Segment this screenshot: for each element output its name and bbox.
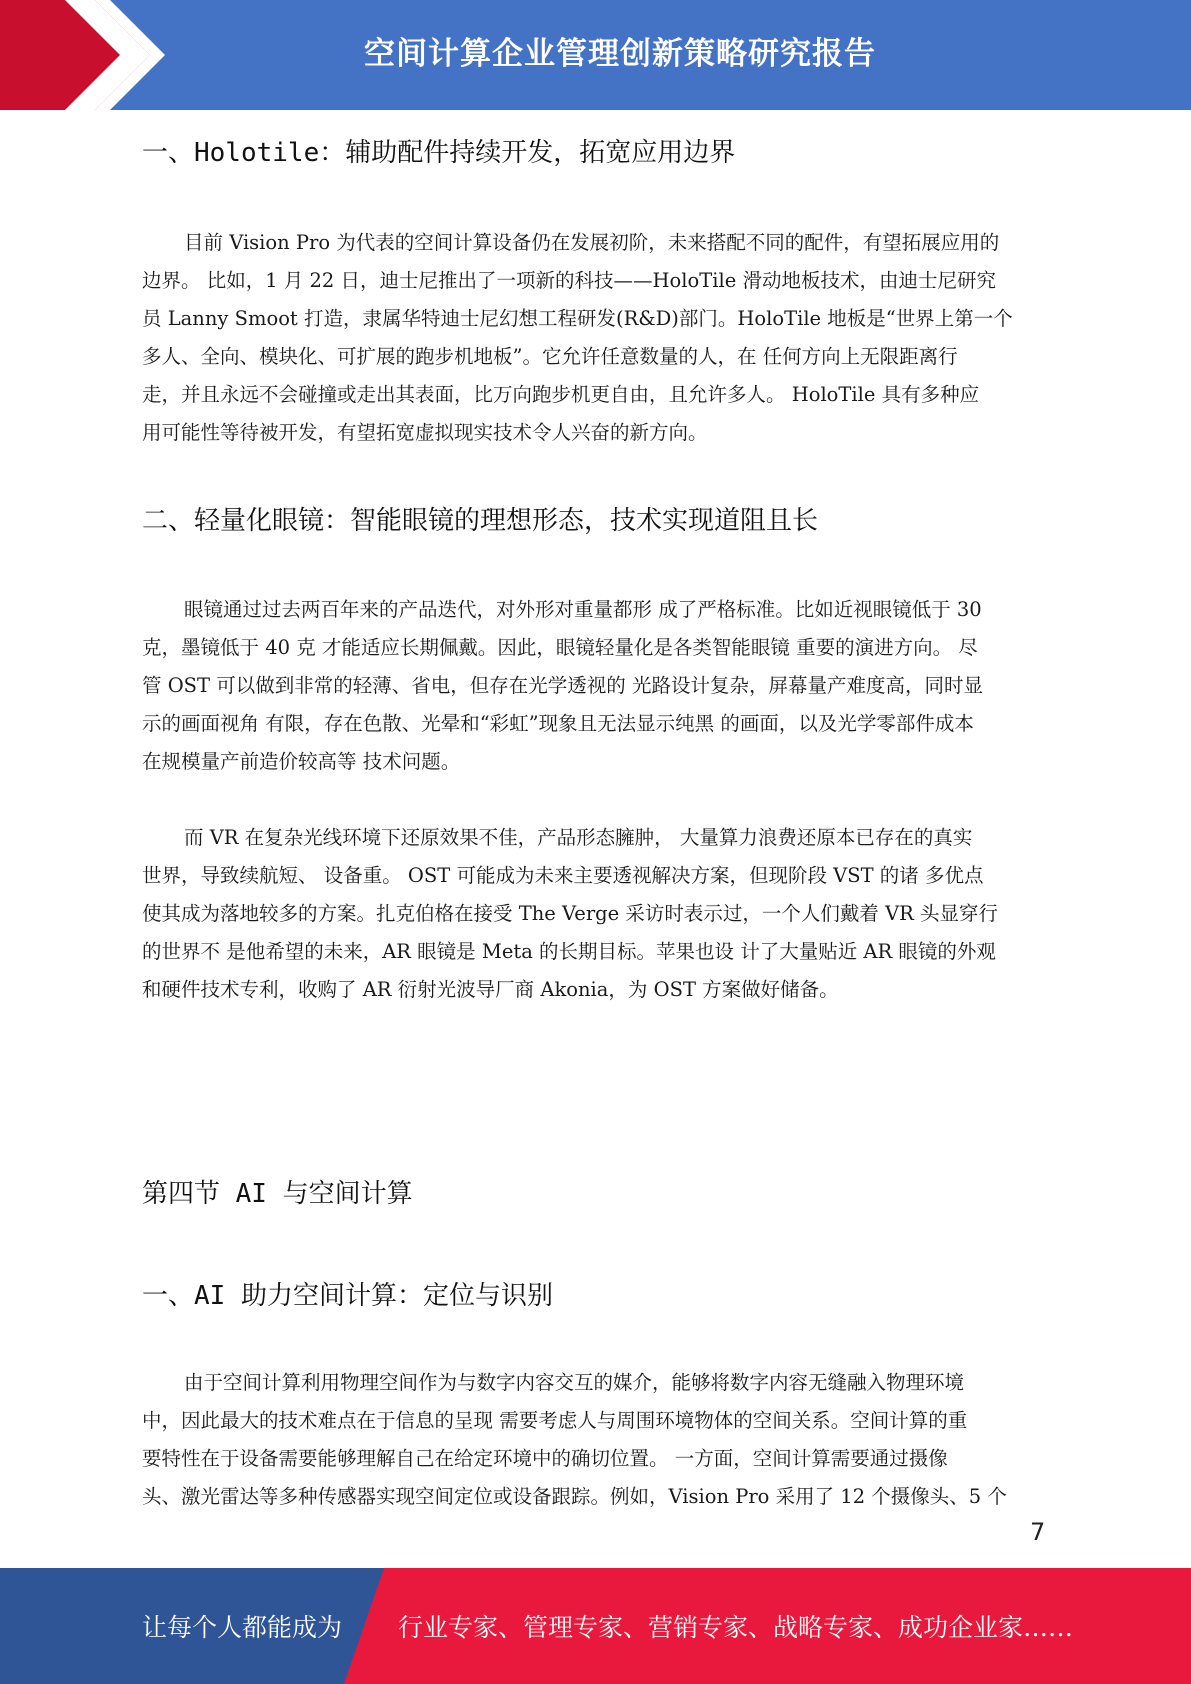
paragraph-line: 员 Lanny Smoot 打造，隶属华特迪士尼幻想工程研发(R&D)部门。HoloTile 地板是“世界上第一个	[142, 307, 1013, 330]
footer-banner	[0, 1568, 1191, 1684]
paragraph-line: 边界。 比如，1 月 22 日，迪士尼推出了一项新的科技——HoloTile 滑动地板技术，由迪士尼研究	[142, 269, 996, 292]
paragraph-line: 示的画面视角 有限，存在色散、光晕和“彩虹”现象且无法显示纯黑 的画面，以及光学零部件成本	[142, 712, 974, 735]
paragraph-line: 由于空间计算利用物理空间作为与数字内容交互的媒介，能够将数字内容无缝融入物理环境	[184, 1371, 965, 1394]
paragraph-line: 目前 Vision Pro 为代表的空间计算设备仍在发展初阶，未来搭配不同的配件，有望拓展应用的	[184, 231, 1000, 254]
section-heading-holotile: 一、Holotile：辅助配件持续开发，拓宽应用边界	[142, 138, 736, 168]
paragraph-line: 中，因此最大的技术难点在于信息的呈现 需要考虑人与周围环境物体的空间关系。空间计算的重	[142, 1409, 968, 1432]
paragraph-line: 在规模量产前造价较高等 技术问题。	[142, 750, 461, 773]
paragraph-line: 要特性在于设备需要能够理解自己在给定环境中的确切位置。 一方面，空间计算需要通过摄像	[142, 1447, 948, 1470]
section-heading-ai: 一、AI 助力空间计算：定位与识别	[142, 1281, 553, 1311]
paragraph-line: 头、激光雷达等多种传感器实现空间定位或设备跟踪。例如，Vision Pro 采用了 12 个摄像头、5 个	[142, 1485, 1007, 1508]
page-number: 7	[1030, 1518, 1046, 1546]
section-heading-glasses: 二、轻量化眼镜：智能眼镜的理想形态，技术实现道阻且长	[142, 506, 819, 536]
paragraph-glasses-1	[142, 591, 1052, 781]
paragraph-ai	[142, 1364, 1052, 1516]
footer-slogan-left: 让每个人都能成为	[142, 1613, 343, 1642]
paragraph-line: 而 VR 在复杂光线环境下还原效果不佳，产品形态臃肿， 大量算力浪费还原本已存在的真实	[184, 826, 973, 849]
paragraph-line: 世界，导致续航短、 设备重。 OST 可能成为未来主要透视解决方案，但现阶段 VST 的诸 多优点	[142, 864, 984, 887]
report-title: 空间计算企业管理创新策略研究报告	[364, 36, 876, 72]
paragraph-line: 管 OST 可以做到非常的轻薄、省电，但存在光学透视的 光路设计复杂，屏幕量产难度高，同时显	[142, 674, 983, 697]
paragraph-line: 使其成为落地较多的方案。扎克伯格在接受 The Verge 采访时表示过，一个人们戴着 VR 头显穿行	[142, 902, 999, 925]
header-banner	[0, 0, 1191, 110]
paragraph-line: 多人、全向、模块化、可扩展的跑步机地板”。它允许任意数量的人，在 任何方向上无限距离行	[142, 345, 958, 368]
paragraph-line: 走，并且永远不会碰撞或走出其表面，比万向跑步机更自由，且允许多人。 HoloTile 具有多种应	[142, 383, 980, 406]
chapter-heading-section4: 第四节 AI 与空间计算	[142, 1179, 413, 1209]
paragraph-line: 用可能性等待被开发，有望拓宽虚拟现实技术令人兴奋的新方向。	[142, 421, 708, 444]
paragraph-holotile	[142, 224, 1052, 452]
footer-slogan-right: 行业专家、管理专家、营销专家、战略专家、成功企业家……	[398, 1613, 1074, 1642]
paragraph-line: 和硬件技术专利，收购了 AR 衍射光波导厂商 Akonia，为 OST 方案做好储备。	[142, 978, 839, 1001]
paragraph-glasses-2	[142, 819, 1052, 1009]
paragraph-line: 克，墨镜低于 40 克 才能适应长期佩戴。因此，眼镜轻量化是各类智能眼镜 重要的演进方向。 尽	[142, 636, 978, 659]
paragraph-line: 的世界不 是他希望的未来，AR 眼镜是 Meta 的长期目标。苹果也设 计了大量贴近 AR 眼镜的外观	[142, 940, 996, 963]
paragraph-line: 眼镜通过过去两百年来的产品迭代，对外形对重量都形 成了严格标准。比如近视眼镜低于 30	[184, 598, 982, 621]
